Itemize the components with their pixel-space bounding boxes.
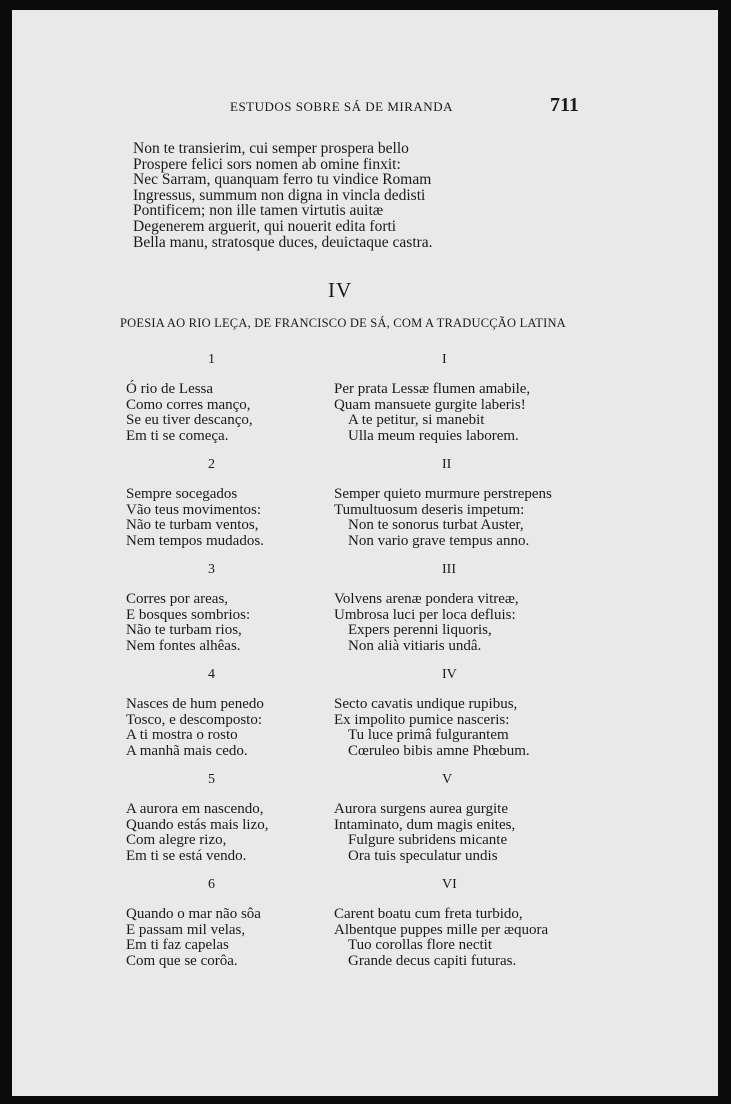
stanza	[334, 665, 594, 770]
verse-line: Ex impolito pumice nasceris:	[334, 711, 510, 728]
latin-prose-block	[133, 141, 513, 250]
running-title: ESTUDOS SOBRE SÁ DE MIRANDA	[230, 99, 453, 114]
stanza-number: 4	[208, 667, 215, 682]
verse-line: Per prata Lessæ flumen amabile,	[334, 381, 531, 397]
stanza	[334, 875, 594, 980]
book-page	[12, 10, 718, 1096]
verse-line: Vão teus movimentos:	[126, 501, 261, 518]
verse-line: Secto cavatis undique rupibus,	[334, 696, 518, 712]
stanza-number: I	[442, 352, 447, 367]
verse-line: Em ti se está vendo.	[126, 847, 247, 864]
verse-line: Tosco, e descomposto:	[126, 711, 263, 728]
stanza-number: IV	[442, 667, 457, 682]
verse-line: Umbrosa luci per loca defluis:	[334, 606, 516, 623]
verse-line: Non te sonorus turbat Auster,	[348, 517, 524, 534]
stanza	[334, 770, 594, 875]
portuguese-column	[126, 350, 316, 980]
verse-line: Se eu tiver descanço,	[126, 412, 253, 429]
verse-line: Cœruleo bibis amne Phœbum.	[348, 742, 530, 759]
verse-line: E passam mil velas,	[126, 921, 246, 938]
stanza-number: II	[442, 457, 452, 472]
prose-line: Nec Sarram, quanquam ferro tu vindice Romam	[133, 171, 432, 189]
verse-line: Non alià vitiaris undâ.	[348, 637, 482, 654]
verse-line: Fulgure subridens micante	[348, 832, 508, 849]
verse-line: Intaminato, dum magis enites,	[334, 816, 516, 833]
verse-line: Carent boatu cum freta turbido,	[334, 906, 523, 922]
verse-line: Nem tempos mudados.	[126, 532, 264, 549]
verse-line: Com que se corôa.	[126, 952, 238, 969]
verse-line: Quando o mar não sôa	[126, 906, 261, 922]
verse-line: Com alegre rizo,	[126, 832, 227, 849]
stanza	[126, 350, 316, 455]
verse-line: Non vario grave tempus anno.	[348, 532, 530, 549]
stanza	[334, 350, 594, 455]
section-heading: POESIA AO RIO LEÇA, DE FRANCISCO DE SÁ, COM A TRADUCÇÃO LATINA	[120, 316, 566, 330]
verse-line: Como corres manço,	[126, 396, 251, 413]
stanza-number: 1	[208, 352, 215, 367]
verse-line: Ulla meum requies laborem.	[348, 427, 519, 444]
verse-line: E bosques sombrios:	[126, 606, 251, 623]
page-number: 711	[550, 94, 579, 116]
verse-line: Tuo corollas flore nectit	[348, 937, 493, 954]
stanza-number: 6	[208, 877, 215, 892]
verse-line: Semper quieto murmure perstrepens	[334, 486, 552, 502]
prose-line: Degenerem arguerit, qui nouerit edita forti	[133, 217, 397, 235]
verse-line: Ora tuis speculatur undis	[348, 847, 498, 864]
verse-line: Corres por areas,	[126, 591, 229, 607]
verse-line: A aurora em nascendo,	[126, 801, 264, 817]
verse-line: Aurora surgens aurea gurgite	[334, 801, 508, 817]
verse-line: Nem fontes alhêas.	[126, 637, 241, 654]
verse-line: Nasces de hum penedo	[126, 696, 264, 712]
stanza-number: 2	[208, 457, 215, 472]
verse-line: Quando estás mais lizo,	[126, 816, 269, 833]
verse-line: A te petitur, si manebit	[348, 412, 485, 429]
stanza	[126, 455, 316, 560]
stanza	[126, 770, 316, 875]
stanza	[126, 665, 316, 770]
stanza	[334, 560, 594, 665]
section-numeral: IV	[328, 278, 353, 302]
verse-line: Não te turbam ventos,	[126, 517, 259, 534]
verse-line: Sempre socegados	[126, 486, 238, 502]
verse-line: Volvens arenæ pondera vitreæ,	[334, 591, 519, 607]
verse-line: Tumultuosum deseris impetum:	[334, 501, 525, 518]
stanza-number: V	[442, 772, 453, 787]
prose-line: Ingressus, summum non digna in vincla dedisti	[133, 186, 426, 204]
verse-line: Em ti faz capelas	[126, 937, 229, 954]
verse-line: Quam mansuete gurgite laberis!	[334, 396, 526, 413]
verse-line: A ti mostra o rosto	[126, 727, 238, 744]
stanza	[126, 875, 316, 980]
verse-line: A manhã mais cedo.	[126, 742, 248, 759]
prose-line: Non te transierim, cui semper prospera bello	[133, 140, 409, 157]
verse-line: Tu luce primâ fulgurantem	[348, 727, 509, 744]
latin-column	[334, 350, 594, 980]
verse-line: Ó rio de Lessa	[126, 381, 214, 397]
stanza-number: 3	[208, 562, 215, 577]
prose-line: Pontificem; non ille tamen virtutis auitæ	[133, 202, 384, 220]
prose-line: Prospere felici sors nomen ab omine finxit:	[133, 155, 401, 173]
verse-line: Não te turbam rios,	[126, 622, 242, 639]
verse-line: Grande decus capiti futuras.	[348, 952, 517, 969]
prose-line: Bella manu, stratosque duces, deuictaque castra.	[133, 233, 433, 251]
stanza-number: III	[442, 562, 456, 577]
verse-line: Albentque puppes mille per æquora	[334, 921, 549, 938]
verse-line: Em ti se começa.	[126, 427, 229, 444]
stanza	[334, 455, 594, 560]
stanza-number: 5	[208, 772, 215, 787]
verse-line: Expers perenni liquoris,	[348, 622, 492, 639]
stanza	[126, 560, 316, 665]
stanza-number: VI	[442, 877, 457, 892]
